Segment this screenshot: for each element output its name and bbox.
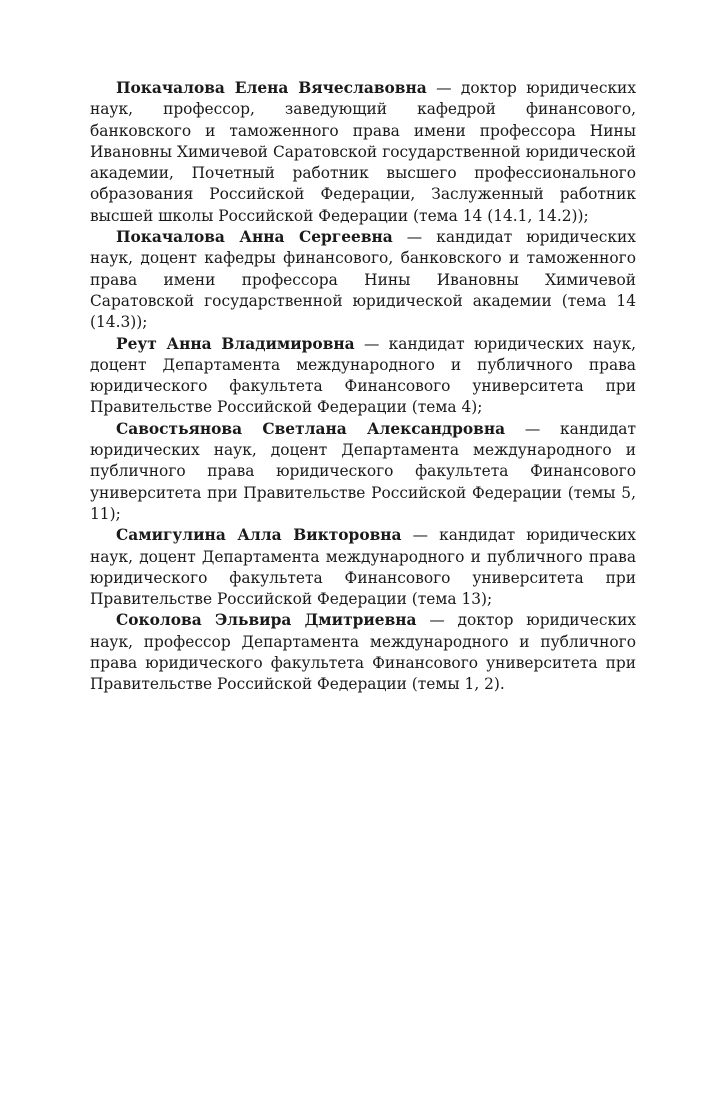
author-name: Реут Анна Владимировна xyxy=(116,334,355,353)
author-description: — кандидат юридических наук, доцент Департамента международного и публичного права юридического факультета Финансового университета при Правительстве Российской Федерации (темы 5, 11); xyxy=(90,419,636,523)
author-name: Самигулина Алла Викторовна xyxy=(116,526,402,545)
author-name: Покачалова Елена Вячеславовна xyxy=(116,79,427,97)
author-entry xyxy=(90,78,636,227)
author-name: Савостьянова Светлана Александровна xyxy=(116,419,506,438)
author-entry xyxy=(90,525,636,610)
author-entry xyxy=(90,419,636,525)
author-entry xyxy=(90,227,636,333)
author-description: — доктор юридических наук, профессор, заведующий кафедрой финансового, банковского и таможенного права имени профессора Нины Ивановны Химичевой Саратовской государственной юридической академии, Почетный работник высшего профессионального образования Российской Федерации, Заслуженный работник высшей школы Российской Федерации (тема 14 (14.1, 14.2)); xyxy=(90,79,636,225)
author-description: — кандидат юридических наук, доцент Департамента международного и публичного права юридического факультета Финансового университета при Правительстве Российской Федерации (тема 4); xyxy=(90,334,636,417)
author-entry xyxy=(90,334,636,419)
author-name: Покачалова Анна Сергеевна xyxy=(116,228,393,247)
author-description: — доктор юридических наук, профессор Департамента международного и публичного права юридического факультета Финансового университета при Правительстве Российской Федерации (темы 1, 2). xyxy=(90,611,637,694)
author-description: — кандидат юридических наук, доцент Департамента международного и публичного права юридического факультета Финансового университета при Правительстве Российской Федерации (тема 13); xyxy=(90,526,636,609)
author-description: — кандидат юридических наук, доцент кафедры финансового, банковского и таможенного права имени профессора Нины Ивановны Химичевой Саратовской государственной юридической академии (тема 14 (14.3)); xyxy=(90,228,636,332)
author-entry xyxy=(90,610,636,695)
author-name: Соколова Эльвира Дмитриевна xyxy=(116,611,417,630)
author-list xyxy=(90,78,636,696)
